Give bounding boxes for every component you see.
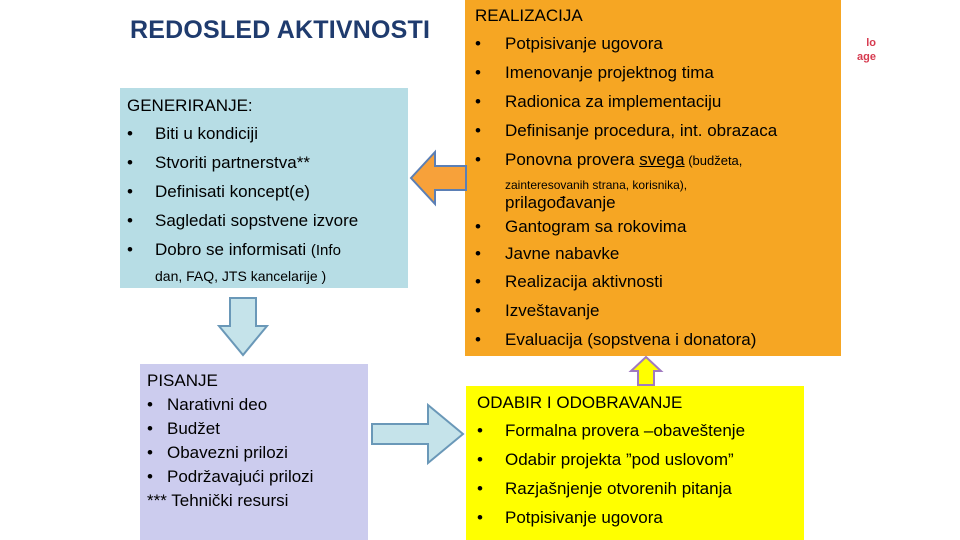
realizacija-list	[475, 29, 777, 354]
list-item	[477, 474, 745, 503]
pisanje-list	[147, 393, 313, 489]
pisanje-heading: PISANJE	[147, 371, 218, 390]
list-item-text: Potpisivanje ugovora	[505, 508, 663, 527]
list-item	[475, 145, 777, 213]
list-item-text: Definisanje procedura, int. obrazaca	[505, 121, 778, 140]
list-item	[475, 325, 777, 354]
page-title: REDOSLED AKTIVNOSTI	[130, 16, 431, 44]
list-item-text: Sagledati sopstvene izvore	[155, 211, 359, 230]
list-item-text: Izveštavanje	[505, 301, 600, 320]
bullet: •	[127, 182, 133, 201]
list-item-text: Potpisivanje ugovora	[505, 34, 663, 53]
arrow-down-icon	[218, 298, 268, 356]
bullet: •	[475, 63, 481, 82]
bullet: •	[475, 272, 481, 291]
list-item	[127, 206, 358, 235]
list-item	[147, 465, 313, 489]
logo-line-2: age	[857, 51, 876, 63]
list-item-text: Javne nabavke	[505, 244, 620, 263]
arrow-left-icon	[410, 150, 468, 206]
bullet: •	[127, 153, 133, 172]
list-item	[475, 87, 777, 116]
list-item	[475, 296, 777, 325]
bullet: •	[127, 211, 133, 230]
bullet: •	[475, 244, 481, 263]
list-item	[477, 445, 745, 474]
list-item-text: Gantogram sa rokovima	[505, 217, 687, 236]
list-item-text: Obavezni prilozi	[167, 443, 288, 462]
logo-line-1: lo	[866, 37, 876, 49]
list-item	[475, 213, 777, 240]
list-item	[127, 119, 358, 148]
list-item	[475, 240, 777, 267]
list-item-continuation: prilagođavanje	[505, 193, 616, 212]
bullet: •	[147, 419, 153, 438]
list-item	[127, 148, 358, 177]
list-item-text: Stvoriti partnerstva**	[155, 153, 310, 172]
list-item-text: Razjašnjenje otvorenih pitanja	[505, 479, 732, 498]
list-item	[147, 393, 313, 417]
list-item	[477, 503, 745, 532]
list-item	[475, 58, 777, 87]
list-item	[147, 441, 313, 465]
bullet: •	[477, 421, 483, 440]
list-item	[477, 416, 745, 445]
pisanje-footer: *** Tehnički resursi	[147, 491, 289, 510]
bullet: •	[147, 395, 153, 414]
bullet: •	[127, 124, 133, 143]
realizacija-content	[475, 3, 777, 354]
generiranje-content	[127, 93, 358, 285]
arrow-right-icon	[372, 404, 464, 464]
list-item-text: Biti u kondiciji	[155, 124, 258, 143]
list-item	[475, 116, 777, 145]
list-item	[147, 417, 313, 441]
list-item-text: Realizacija aktivnosti	[505, 272, 663, 291]
list-item	[127, 177, 358, 206]
list-item	[475, 29, 777, 58]
list-item	[127, 235, 358, 285]
list-item-text: Ponovna provera	[505, 150, 640, 169]
bullet: •	[475, 330, 481, 349]
list-item-text: Narativni deo	[167, 395, 268, 414]
list-item-continuation: dan, FAQ, JTS kancelarije )	[155, 268, 327, 284]
list-item-text: Dobro se informisati	[155, 240, 311, 259]
bullet: •	[477, 508, 483, 527]
list-item-text: Formalna provera –obaveštenje	[505, 421, 746, 440]
bullet: •	[475, 121, 481, 140]
list-item-text: Podržavajući prilozi	[167, 467, 314, 486]
list-item-note-continuation: zainteresovanih strana, korisnika),	[505, 178, 688, 192]
bullet: •	[127, 240, 133, 259]
generiranje-list	[127, 119, 358, 285]
bullet: •	[477, 479, 483, 498]
odabir-heading: ODABIR I ODOBRAVANJE	[477, 393, 683, 412]
odabir-content	[477, 390, 745, 532]
list-item-text: Evaluacija (sopstvena i donatora)	[505, 330, 757, 349]
list-item-text: Definisati koncept(e)	[155, 182, 310, 201]
bullet: •	[475, 301, 481, 320]
generiranje-heading: GENERIRANJE:	[127, 96, 253, 115]
odabir-list	[477, 416, 745, 532]
bullet: •	[475, 92, 481, 111]
arrow-up-icon	[630, 356, 662, 386]
list-item-text: Budžet	[167, 419, 220, 438]
list-item-text: Radionica za implementaciju	[505, 92, 722, 111]
bullet: •	[475, 34, 481, 53]
bullet: •	[147, 467, 153, 486]
list-item-note: (Info	[310, 242, 341, 259]
bullet: •	[477, 450, 483, 469]
bullet: •	[475, 217, 481, 236]
list-item-note: (budžeta,	[684, 153, 743, 168]
list-item-text: Odabir projekta ”pod uslovom”	[505, 450, 734, 469]
list-item-underlined: svega	[639, 150, 685, 169]
pisanje-content	[147, 369, 313, 513]
bullet: •	[475, 150, 481, 169]
bullet: •	[147, 443, 153, 462]
realizacija-heading: REALIZACIJA	[475, 6, 583, 25]
list-item-text: Imenovanje projektnog tima	[505, 63, 714, 82]
list-item	[475, 267, 777, 296]
